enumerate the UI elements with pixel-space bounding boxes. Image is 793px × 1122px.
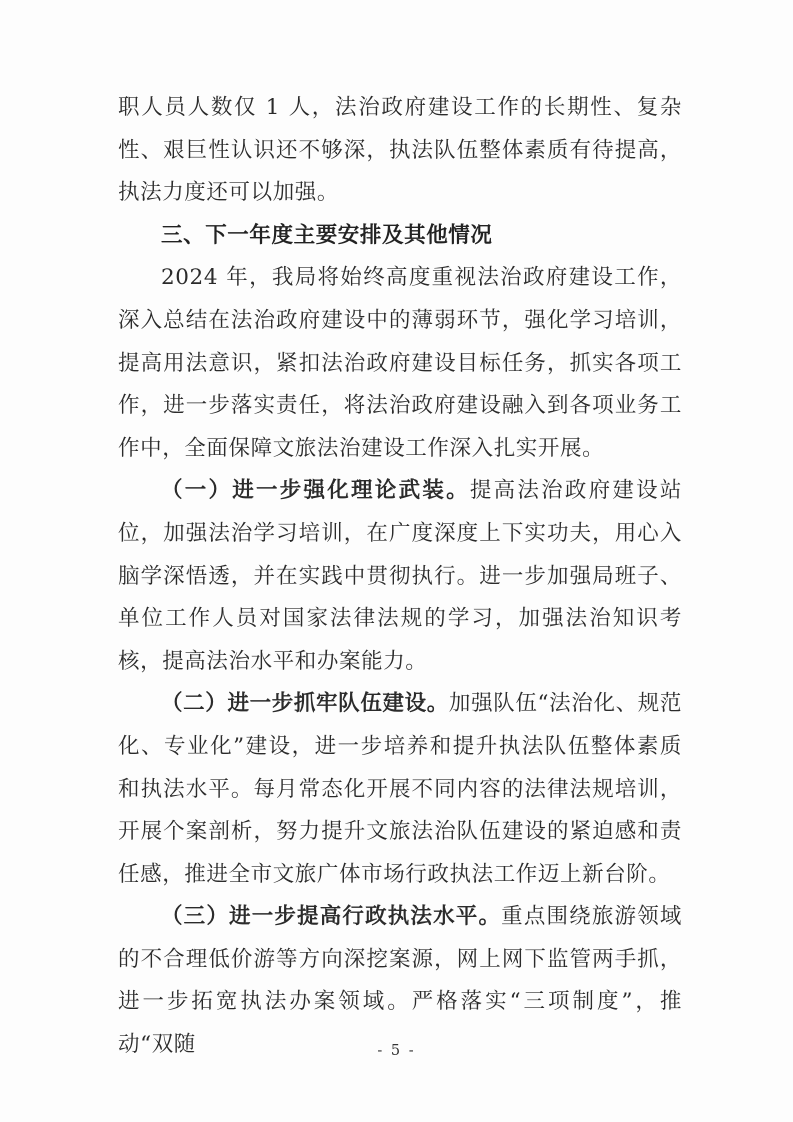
paragraph-lead: （一）进一步强化理论武装。 — [161, 478, 470, 504]
paragraph: 职人员人数仅 1 人，法治政府建设工作的长期性、复杂性、艰巨性认识还不够深，执法队伍整体素质有待提高，执法力度还可以加强。 — [118, 95, 682, 206]
paragraph-lead: （二）进一步抓牢队伍建设。 — [161, 691, 449, 717]
paragraph: （三）进一步提高行政执法水平。重点围绕旅游领域的不合理低价游等方向深挖案源，网上网下监管两手抓，进一步拓宽执法办案领域。严格落实“三项制度”，推动“双随 — [118, 904, 682, 1058]
document-body — [118, 87, 682, 1067]
section-heading: 三、下一年度主要安排及其他情况 — [161, 222, 493, 248]
paragraph: （一）进一步强化理论武装。提高法治政府建设站位，加强法治学习培训，在广度深度上下实功夫，用心入脑学深悟透，并在实践中贯彻执行。进一步加强局班子、单位工作人员对国家法律法规的学习，加强法治知识考核，提高法治水平和办案能力。 — [118, 478, 682, 674]
page-number: - 5 - — [377, 1043, 416, 1059]
page-footer — [0, 1040, 793, 1059]
paragraph: 2024 年，我局将始终高度重视法治政府建设工作，深入总结在法治政府建设中的薄弱环节，强化学习培训，提高用法意识，紧扣法治政府建设目标任务，抓实各项工作，进一步落实责任，将法治政府建设融入到各项业务工作中，全面保障文旅法治建设工作深入扎实开展。 — [118, 265, 682, 461]
paragraph: （二）进一步抓牢队伍建设。加强队伍“法治化、规范化、专业化”建设，进一步培养和提升执法队伍整体素质和执法水平。每月常态化开展不同内容的法律法规培训，开展个案剖析，努力提升文旅法治队伍建设的紧迫感和责任感，推进全市文旅广体市场行政执法工作迈上新台阶。 — [118, 691, 682, 887]
paragraph-lead: （三）进一步提高行政执法水平。 — [161, 904, 502, 930]
